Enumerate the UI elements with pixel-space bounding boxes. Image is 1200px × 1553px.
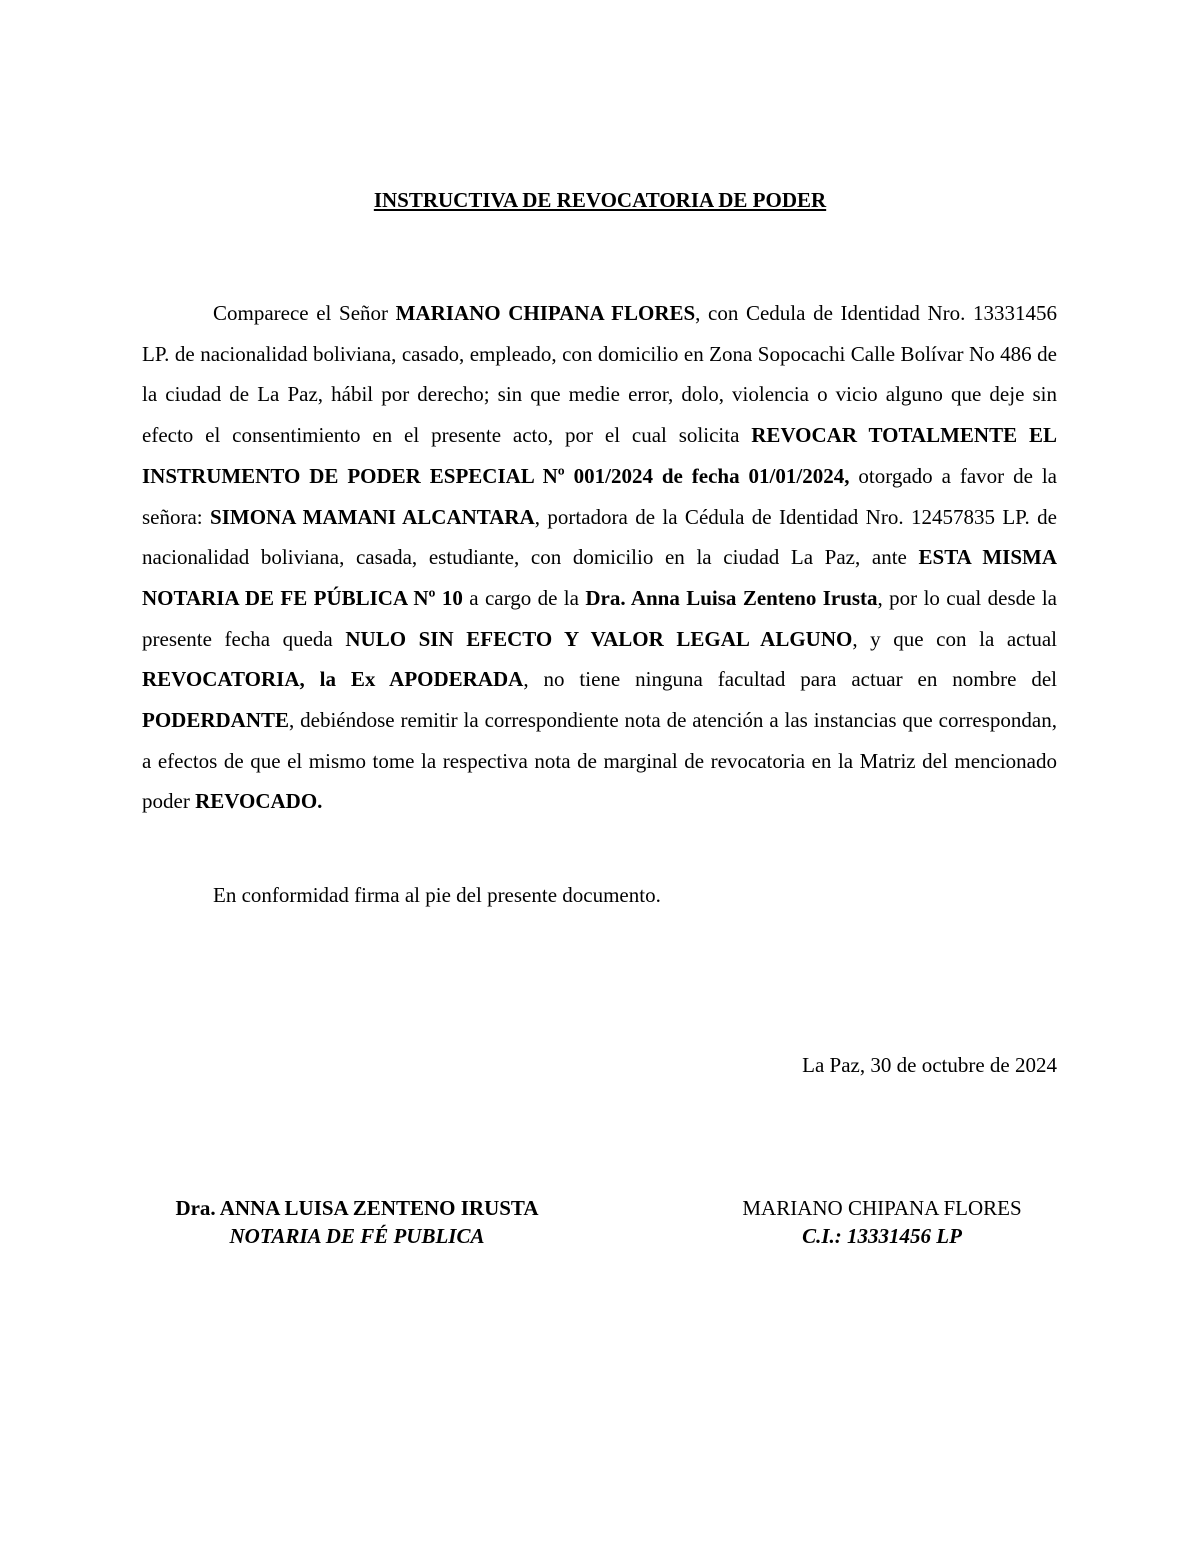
closing-statement: En conformidad firma al pie del presente documento.	[213, 883, 661, 907]
revocation-request: REVOCAR TOTALMENTE EL INSTRUMENTO DE PODER ESPECIAL Nº 001/2024 de fecha 01/01/2024,	[142, 423, 1057, 488]
body-text-segment: , no tiene ninguna facultad para actuar en nombre del	[523, 667, 1057, 692]
attorney-name: SIMONA MAMANI ALCANTARA	[210, 504, 535, 529]
signature-block-notary	[127, 1194, 587, 1250]
body-text-segment: , con Cedula de Identidad Nro. 13331456 LP. de nacionalidad boliviana, casado, empleado, con domicilio en Zona Sopocachi Calle Bolívar No 486 de la ciudad de La Paz, hábil por derecho; sin que medie error, dolo, violencia o vicio alguno que deje sin efecto el consentimiento en el presente acto, por el cual solicita	[142, 301, 1057, 448]
notary-office: ESTA MISMA NOTARIA DE FE PÚBLICA Nº 10	[142, 545, 1057, 610]
body-text-segment: , por lo cual desde la presente fecha queda	[142, 585, 1058, 651]
body-paragraph	[142, 293, 1057, 822]
signature-name: MARIANO CHIPANA FLORES	[742, 1196, 1022, 1220]
body-text-segment: Comparece el Señor	[213, 301, 396, 325]
document-title: INSTRUCTIVA DE REVOCATORIA DE PODER	[373, 188, 827, 212]
signature-name: Dra. ANNA LUISA ZENTENO IRUSTA	[175, 1196, 539, 1220]
body-text-segment: , debiéndose remitir la correspondiente nota de atención a las instancias que correspondan, a efectos de que el mismo tome la respectiva nota de marginal de revocatoria en la Matriz del mencionado poder	[142, 708, 1057, 814]
signature-block-grantor	[652, 1194, 1112, 1250]
revocation-attorney-clause: REVOCATORIA, la Ex APODERADA	[142, 667, 524, 692]
null-void-clause: NULO SIN EFECTO Y VALOR LEGAL ALGUNO	[345, 626, 853, 651]
appearing-party-name: MARIANO CHIPANA FLORES	[395, 301, 696, 325]
body-text-segment: , y que con la actual	[852, 626, 1057, 651]
grantor-term: PODERDANTE	[142, 708, 290, 733]
signature-role: NOTARIA DE FÉ PUBLICA	[229, 1224, 485, 1248]
notary-name: Dra. Anna Luisa Zenteno Irusta	[585, 585, 878, 610]
body-text-segment: a cargo de la	[462, 585, 586, 610]
body-text-segment: otorgado a favor de la señora:	[142, 463, 1057, 529]
body-text-segment: , portadora de la Cédula de Identidad Nro. 12457835 LP. de nacionalidad boliviana, casada, estudiante, con domicilio en la ciudad La Paz, ante	[142, 504, 1057, 570]
place-date: La Paz, 30 de octubre de 2024	[802, 1053, 1057, 1077]
signature-role: C.I.: 13331456 LP	[802, 1224, 962, 1248]
revoked-term: REVOCADO.	[195, 789, 323, 814]
